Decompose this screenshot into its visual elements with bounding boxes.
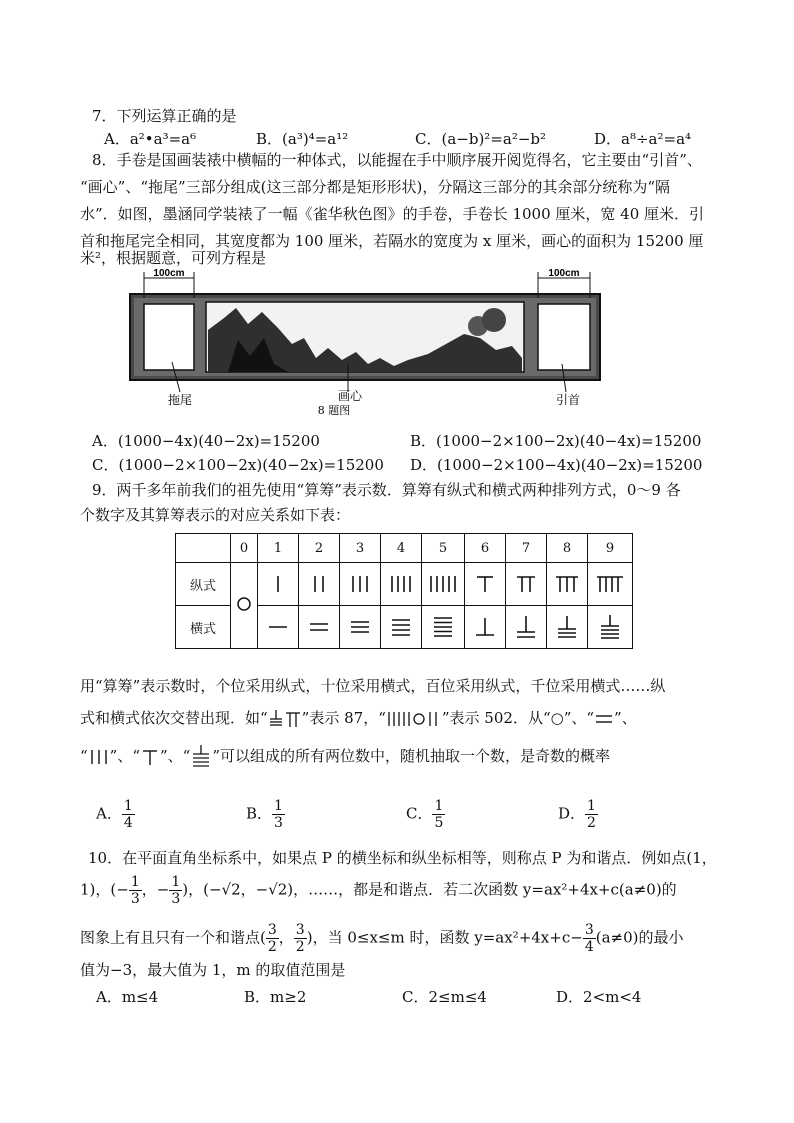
q10-line-2-c: )，(−√2，−√2)，……，都是和谐点．若二次函数 y=ax²+4x+c(a≠0)的 [182,880,677,899]
row-label-vertical: 纵式 [176,563,231,606]
q9-option-a-letter: A． [96,804,122,823]
q7-option-a: A．a²•a³=a⁶ [104,130,197,148]
q9-option-a-num: 1 [123,798,133,814]
q9-option-a-den: 4 [123,815,133,831]
q9-para-3-c: ”、“ [160,747,191,765]
q7-option-b: B．(a³)⁴=a¹² [256,130,349,148]
q10-line-3 [80,922,684,955]
horizontal-rod-6 [465,606,506,649]
horizontal-rod-2 [299,606,340,649]
label-tail: 拖尾 [167,393,193,407]
digit-header-8: 8 [547,534,588,563]
label-head: 引首 [555,393,581,407]
q10-frac-b-num: 1 [171,874,181,890]
q9-option-b-den: 3 [274,815,283,831]
q10-line-2-a: 1)，(− [80,880,129,899]
q8-line-3: 水”．如图，墨涵同学装裱了一幅《雀华秋色图》的手卷，手卷长 1000 厘米，宽 40 厘米．引 [80,205,705,223]
header-blank [176,534,231,563]
q10-line-3-b: ， [278,928,294,947]
q10-frac-d-num: 3 [295,922,305,938]
q9-option-c-num: 1 [434,798,444,814]
rod-horizontal-9-icon [190,744,212,770]
q9-option-c-den: 5 [434,815,444,831]
zero-circle-icon [236,596,252,612]
q10-frac-a-den: 3 [130,891,140,907]
rod-vertical-3-icon [88,747,110,767]
q9-para-3-a: “ [80,747,88,765]
q10-frac-e-num: 3 [584,922,594,938]
q8-option-d: D．(1000−2×100−4x)(40−2x)=15200 [410,456,703,474]
q9-option-c-letter: C． [406,804,433,823]
q10-frac-three-halves-b [294,922,307,955]
q10-frac-e-den: 4 [584,939,594,955]
scroll-illustration [128,268,604,418]
q9-line-2: 个数字及其算筹表示的对应关系如下表： [80,506,351,524]
digit-header-3: 3 [340,534,381,563]
vertical-rod-6 [465,563,506,606]
q8-line-2: “画心”、“拖尾”三部分组成(这三部分都是矩形形状)，分隔这三部分的其余部分统称为“隔 [80,178,671,196]
q8-line-5: 米²，根据题意，可列方程是 [80,249,267,267]
q10-frac-c-den: 2 [267,939,277,955]
q9-line-1: 9．两千多年前我们的祖先使用“算筹”表示数．算筹有纵式和横式两种排列方式，0～9 各 [92,481,681,499]
vertical-rod-3 [340,563,381,606]
q9-para-3-d: ”可以组成的所有两位数中，随机抽取一个数，是奇数的概率 [212,747,611,765]
q10-line-1: 10．在平面直角坐标系中，如果点 P 的横坐标和纵坐标相等，则称点 P 为和谐点．例如点(1， [88,849,717,867]
digit-header-2: 2 [299,534,340,563]
vertical-rod-8 [547,563,588,606]
q10-line-3-d: (a≠0)的最小 [595,928,684,947]
q9-option-c [406,798,445,831]
q10-frac-one-third-a [129,874,142,907]
q9-option-b-fraction [272,798,285,831]
q9-option-b [246,798,285,831]
q9-para-2-b: ”表示 87，“ [301,709,386,727]
q10-line-2 [80,874,677,907]
q9-option-d-fraction [585,798,598,831]
q9-para-2-c: ”表示 502．从“○”、“ [441,709,595,727]
vertical-rod-2 [299,563,340,606]
scroll-figure [128,268,604,418]
tail-panel [144,304,194,370]
q10-option-c: C．2≤m≤4 [402,988,487,1006]
q7-stem: 7．下列运算正确的是 [92,107,237,125]
q9-option-b-letter: B． [246,804,273,823]
q9-para-2 [80,708,637,729]
q8-line-1: 8．手卷是国画装裱中横幅的一种体式，以能握在手中顺序展开阅览得名，它主要由“引首”、 [92,151,702,169]
q10-line-2-b: ，− [141,880,170,899]
q10-line-3-a: 图象上有且只有一个和谐点( [80,928,266,947]
horizontal-rod-8 [547,606,588,649]
q10-option-d: D．2<m<4 [556,988,642,1006]
q10-frac-b-den: 3 [171,891,181,907]
q9-para-2-a: 式和横式依次交替出现．如“ [80,709,268,727]
vertical-rod-5 [422,563,465,606]
horizontal-rod-4 [381,606,422,649]
q9-option-b-num: 1 [274,798,283,814]
q9-option-a-fraction [122,798,135,831]
horizontal-rod-7 [506,606,547,649]
vertical-rod-9 [588,563,633,606]
zero-circle-cell [231,563,258,649]
q8-option-c: C．(1000−2×100−2x)(40−2x)=15200 [92,456,384,474]
row-label-horizontal: 横式 [176,606,231,649]
q10-frac-d-den: 2 [295,939,305,955]
rod-horizontal-2-icon [594,709,614,729]
q9-para-2-d: ”、 [614,709,637,727]
vertical-rod-4 [381,563,422,606]
q10-option-b: B．m≥2 [244,988,307,1006]
digit-header-6: 6 [465,534,506,563]
figure-caption: 8 题图 [317,404,351,417]
q8-option-b: B．(1000−2×100−2x)(40−4x)=15200 [410,432,702,450]
horizontal-rod-9 [588,606,633,649]
q10-frac-three-halves-a [266,922,279,955]
horizontal-rod-3 [340,606,381,649]
q9-option-c-fraction [432,798,445,831]
digit-header-4: 4 [381,534,422,563]
counting-rods-table [175,533,633,649]
digit-header-9: 9 [588,534,633,563]
vertical-rod-1 [258,563,299,606]
digit-header-5: 5 [422,534,465,563]
q9-option-d-den: 2 [587,815,596,831]
q9-option-a [96,798,135,831]
horizontal-rod-1 [258,606,299,649]
dim-label-right: 100cm [548,268,580,279]
rod-vertical-6-icon [140,747,160,767]
digit-header-0: 0 [231,534,258,563]
q10-option-a: A．m≤4 [96,988,159,1006]
vertical-rod-7 [506,563,547,606]
label-center: 画心 [337,389,363,403]
q10-frac-one-third-b [169,874,182,907]
horizontal-rod-5 [422,606,465,649]
q9-option-d [558,798,598,831]
q7-option-d: D．a⁸÷a²=a⁴ [594,130,692,148]
q10-frac-a-num: 1 [130,874,140,890]
digit-header-1: 1 [258,534,299,563]
rod-numeral-87 [268,709,302,729]
q9-para-1: 用“算筹”表示数时，个位采用纵式，十位采用横式，百位采用纵式，千位采用横式……纵 [80,677,666,695]
q9-option-d-num: 1 [587,798,596,814]
q10-frac-c-num: 3 [267,922,277,938]
q8-line-4: 首和拖尾完全相同，其宽度都为 100 厘米，若隔水的宽度为 x 厘米，画心的面积为 15200 厘 [80,232,704,250]
painting-tree-right [482,308,506,332]
q9-para-3 [80,744,610,770]
q8-option-a: A．(1000−4x)(40−2x)=15200 [92,432,320,450]
head-panel [538,304,590,370]
q10-frac-three-quarters [583,922,596,955]
q10-line-4: 值为−3，最大值为 1，m 的取值范围是 [80,961,346,979]
q7-option-c: C．(a−b)²=a²−b² [415,130,547,148]
digit-header-7: 7 [506,534,547,563]
rod-numeral-502 [386,709,442,729]
q10-line-3-c: )，当 0≤x≤m 时，函数 y=ax²+4x+c− [306,928,583,947]
dim-label-left: 100cm [153,268,185,279]
q9-option-d-letter: D． [558,804,586,823]
q9-para-3-b: ”、“ [109,747,141,765]
